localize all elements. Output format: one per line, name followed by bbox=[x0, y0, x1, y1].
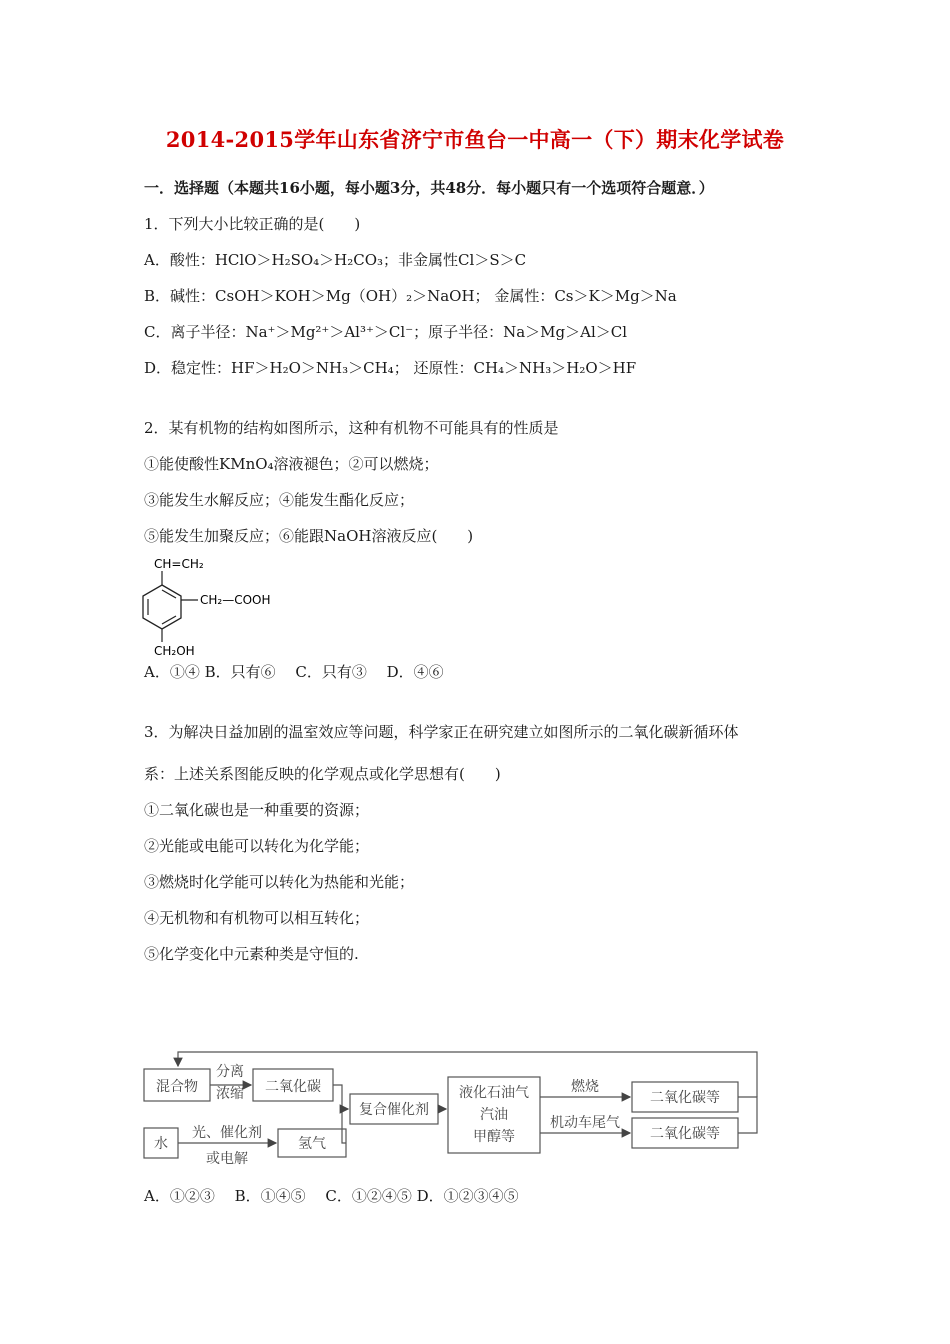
q3-statement-3: ③燃烧时化学能可以转化为热能和光能； bbox=[144, 873, 415, 891]
co2-label: 二氧化碳 bbox=[265, 1079, 321, 1095]
q2-statement-1: ①能使酸性KMnO₄溶液褪色；②可以燃烧； bbox=[144, 455, 439, 473]
co2-cycle-diagram bbox=[140, 1048, 765, 1173]
q3-stem-line-2: 系：上述关系图能反映的化学观点或化学思想有( ) bbox=[144, 765, 501, 783]
methanol-label: 甲醇等 bbox=[473, 1129, 515, 1145]
q3-stem-line-1: 3．为解决日益加剧的温室效应等问题，科学家正在研究建立如图所示的二氧化碳新循环体 bbox=[144, 723, 739, 741]
q1-option-d: D．稳定性：HF＞H₂O＞NH₃＞CH₄； 还原性：CH₄＞NH₃＞H₂O＞HF bbox=[144, 359, 637, 377]
co2-output-label-2: 二氧化碳等 bbox=[650, 1126, 720, 1142]
section-heading: 一．选择题（本题共16小题，每小题3分，共48分．每小题只有一个选项符合题意．） bbox=[144, 179, 714, 197]
q1-option-c: C．离子半径：Na⁺＞Mg²⁺＞Al³⁺＞Cl⁻；原子半径：Na＞Mg＞Al＞Cl bbox=[144, 323, 628, 341]
hydroxymethyl-group-label: CH₂OH bbox=[154, 644, 195, 658]
separate-label: 分离 bbox=[216, 1064, 244, 1080]
q2-options: A．①④ B．只有⑥ C．只有③ D．④⑥ bbox=[144, 663, 444, 681]
q3-options: A．①②③ B．①④⑤ C．①②④⑤ D．①②③④⑤ bbox=[144, 1187, 519, 1205]
q1-option-a: A．酸性：HClO＞H₂SO₄＞H₂CO₃；非金属性Cl＞S＞C bbox=[144, 251, 527, 269]
molecule-structure bbox=[140, 552, 290, 662]
gasoline-label: 汽油 bbox=[480, 1107, 508, 1123]
vinyl-group-label: CH=CH₂ bbox=[154, 557, 204, 571]
lpg-label: 液化石油气 bbox=[459, 1085, 529, 1101]
q2-statement-2: ③能发生水解反应；④能发生酯化反应； bbox=[144, 491, 415, 509]
q3-statement-4: ④无机物和有机物可以相互转化； bbox=[144, 909, 370, 927]
q3-statement-1: ①二氧化碳也是一种重要的资源； bbox=[144, 801, 370, 819]
hydrogen-label: 氢气 bbox=[298, 1136, 326, 1152]
mixture-label: 混合物 bbox=[156, 1079, 198, 1095]
combustion-label: 燃烧 bbox=[571, 1079, 599, 1095]
page-title: 2014-2015学年山东省济宁市鱼台一中高一（下）期末化学试卷 bbox=[165, 127, 785, 152]
electrolysis-label: 或电解 bbox=[206, 1151, 248, 1167]
q2-stem: 2．某有机物的结构如图所示，这种有机物不可能具有的性质是 bbox=[144, 419, 559, 437]
co2-output-label-1: 二氧化碳等 bbox=[650, 1090, 720, 1106]
concentrate-label: 浓缩 bbox=[216, 1086, 244, 1102]
exhaust-label: 机动车尾气 bbox=[550, 1115, 620, 1131]
benzene-ring-icon bbox=[143, 585, 181, 629]
q3-statement-5: ⑤化学变化中元素种类是守恒的. bbox=[144, 945, 359, 963]
q2-statement-3: ⑤能发生加聚反应；⑥能跟NaOH溶液反应( ) bbox=[144, 527, 474, 545]
acetic-acid-group-label: CH₂—COOH bbox=[200, 593, 271, 607]
q3-statement-2: ②光能或电能可以转化为化学能； bbox=[144, 837, 370, 855]
q1-option-b: B．碱性：CsOH＞KOH＞Mg（OH）₂＞NaOH； 金属性：Cs＞K＞Mg＞Na bbox=[144, 287, 677, 305]
light-catalyst-label: 光、催化剂 bbox=[192, 1125, 262, 1141]
catalyst-label: 复合催化剂 bbox=[359, 1102, 429, 1118]
water-label: 水 bbox=[154, 1136, 168, 1152]
q1-stem: 1．下列大小比较正确的是( ) bbox=[144, 215, 361, 233]
